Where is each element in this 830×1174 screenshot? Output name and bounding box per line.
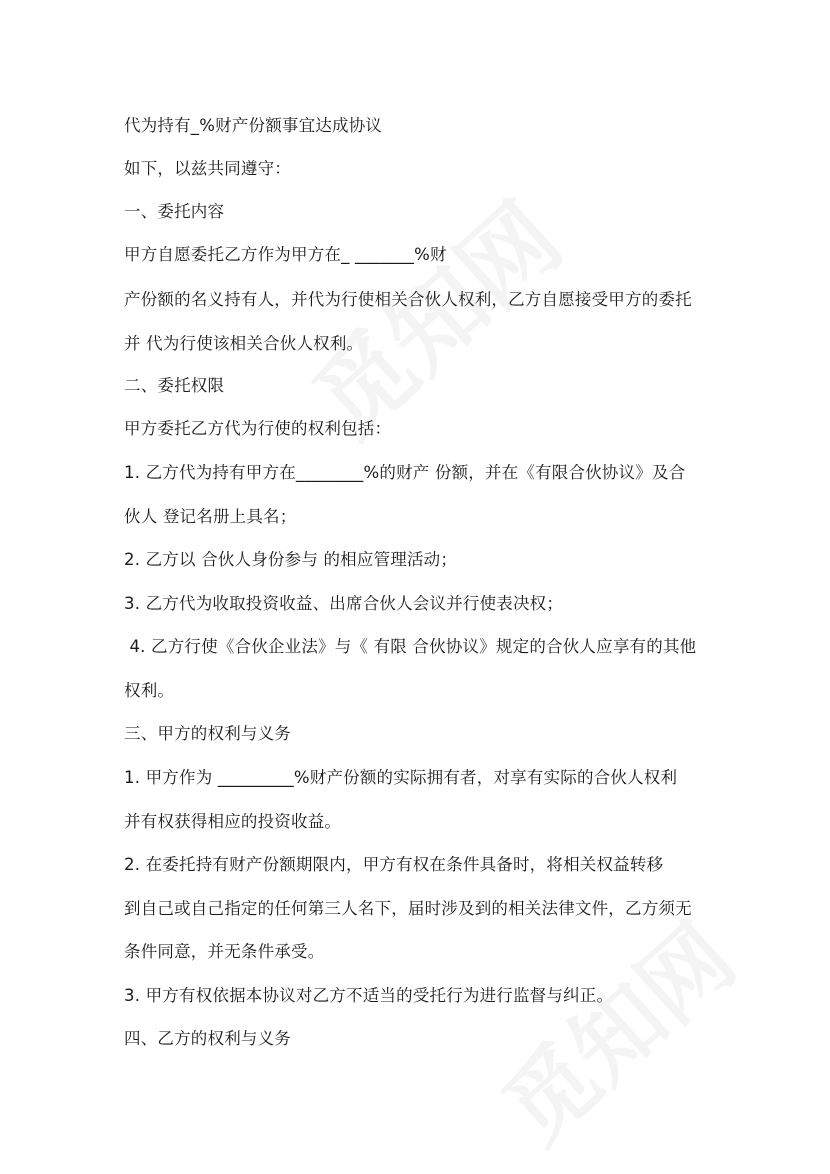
agreement-text-line: 并有权获得相应的投资收益。 (124, 812, 342, 831)
section-heading-party-b: 四、乙方的权利与义务 (124, 1029, 291, 1048)
agreement-text-line: 代为持有_%财产份额事宜达成协议 (124, 116, 383, 135)
agreement-text-line: 产份额的名义持有人，并代为行使相关合伙人权利，乙方自愿接受甲方的委托 (124, 290, 692, 309)
agreement-text-line: 到自己或自己指定的任何第三人名下，届时涉及到的相关法律文件，乙方须无 (124, 899, 692, 918)
clause-item: 1. 甲方作为 _________%财产份额的实际拥有者，对享有实际的合伙人权利 (124, 768, 678, 787)
section-heading-party-a: 三、甲方的权利与义务 (124, 724, 291, 743)
section-heading-delegation: 一、委托内容 (124, 202, 225, 221)
clause-item: 3. 乙方代为收取投资收益、出席合伙人会议并行使表决权； (124, 594, 564, 613)
agreement-text-line: 甲方自愿委托乙方作为甲方在_ _______%财 (124, 245, 447, 264)
clause-item: 4. 乙方行使《合伙企业法》与《 有限 合伙协议》规定的合伙人应享有的其他 (124, 637, 697, 656)
clause-item: 2. 乙方以 合伙人身份参与 的相应管理活动； (124, 550, 458, 569)
agreement-text-line: 权利。 (124, 681, 175, 700)
clause-item: 2. 在委托持有财产份额期限内，甲方有权在条件具备时，将相关权益转移 (124, 855, 664, 874)
agreement-text-line: 甲方委托乙方代为行使的权利包括： (124, 419, 392, 438)
agreement-text-line: 伙人 登记名册上具名； (124, 507, 297, 526)
watermark-logo-bottom (470, 889, 758, 1166)
agreement-text-line: 如下，以兹共同遵守： (124, 159, 291, 178)
clause-item: 1. 乙方代为持有甲方在________%的财产 份额，并在《有限合伙协议》及合 (124, 463, 686, 482)
section-heading-authority: 二、委托权限 (124, 376, 225, 395)
agreement-text-line: 条件同意，并无条件承受。 (124, 942, 325, 961)
agreement-text-line: 并 代为行使该相关合伙人权利。 (124, 334, 364, 353)
clause-item: 3. 甲方有权依据本协议对乙方不适当的受托行为进行监督与纠正。 (124, 986, 614, 1005)
watermark-logo (280, 167, 586, 462)
